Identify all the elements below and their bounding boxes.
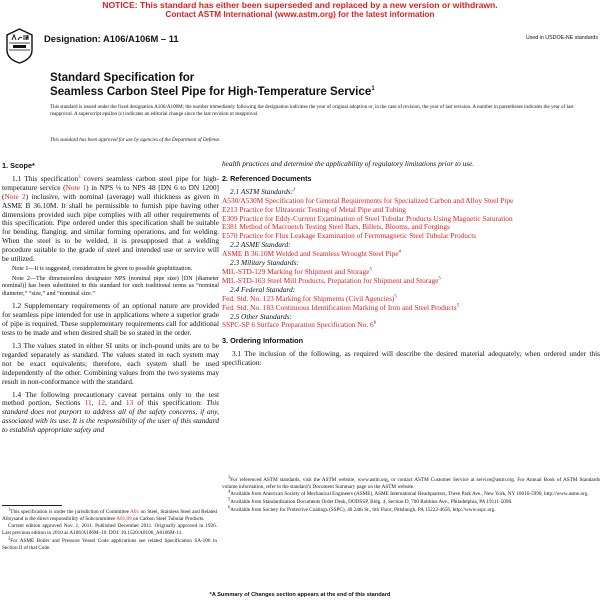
approved-statement: This standard has been approved for use by agencies of the Department of Defense.: [50, 137, 221, 143]
ordering-information-heading: 3. Ordering Information: [222, 336, 304, 346]
federal-standard-label: 2.4 Federal Standard:: [230, 284, 296, 294]
footnote-1-edition: Current edition approved Nov. 1, 2011. Published December 2011. Originally approved in 1926. Last previous edition in 2010 as A106/A106M–10. DOI: 10.1520/A0106_A0106M-11.: [2, 523, 217, 537]
issued-statement: This standard is issued under the fixed designation A106/A106M; the number immediately following the designation indicates the year of original adoption or, in the case of revision, the year of last revision. A number in parentheses indicates the year of last reapproval. A superscript epsilon (ε) indicates an editorial change since the last revision or reapproval.: [50, 104, 574, 117]
footnote-ref-2[interactable]: 2: [78, 173, 81, 179]
scope-paragraph-3: 1.3 The values stated in either SI units or inch-pound units are to be regarded separately as standard. The values stated in each system may not be exact equivalents; therefore, each system shall be used independently of the other. Combining values from the two systems may result in non-conformance with the standard.: [2, 340, 219, 386]
ref-e309[interactable]: E309 Practice for Eddy-Current Examination of Steel Tubular Products Using Magnetic Saturation: [222, 213, 513, 223]
ref-mil-std-129[interactable]: MIL-STD-129 Marking for Shipment and Storage$^5$: [222, 266, 372, 276]
footnotes-right: [222, 474, 600, 515]
designation: Designation: A106/A106M – 11: [44, 33, 179, 44]
note-1-link[interactable]: Note 1: [65, 182, 87, 192]
scope-paragraph-1: 1.1 This specification$^2$ covers seamless carbon steel pipe for high-temperature service (Note 1) in NPS ⅛ to NPS 48 [DN 6 to DN 1200] (Note 2) inclusive, with nominal (average) wall thickness as given in ASME B 36.10M. It shall be permissible to furnish pipe having other dimensions provided such pipe complies with all other requirements of this specification. Pipe ordered under this specification shall be suitable for bending, flanging, and similar forming operations, and for welding. When the steel is to be welded, it is presupposed that a welding procedure suitable to the grade of steel and intended use or service will be utilized.: [2, 173, 219, 264]
ordering-paragraph-1: 3.1 The inclusion of the following, as required will describe the desired material adequately, when ordered under this specification:: [222, 349, 600, 368]
committee-a01-link[interactable]: A01: [130, 509, 140, 515]
scope-paragraph-4-continued: health practices and determine the applicability of regulatory limitations prior to use.: [222, 159, 475, 168]
military-standards-label: 2.3 Military Standards:: [230, 258, 299, 268]
notice-line-2: Contact ASTM International (www.astm.org) for the latest information: [165, 10, 435, 19]
supersede-notice: [0, 0, 600, 19]
subcommittee-a0109-link[interactable]: A01.09: [116, 515, 132, 522]
referenced-documents-heading: 2. Referenced Documents: [222, 173, 312, 183]
scope-paragraph-4: 1.4 The following precautionary caveat pertains only to the test method portion, Sections 11, 12, and 13 of this specification: This standard does not purport to address all of the safety concerns, if any, associated with its use. It is the responsibility of the user of this standard to establish appropriate safety and: [2, 389, 219, 435]
ref-fed-std-183[interactable]: Fed. Std. No. 183 Continuous Identification Marking of Iron and Steel Products$^5$: [222, 302, 459, 312]
used-in-label: Used in USDOE-NE standards: [525, 35, 598, 41]
title-line-1: Standard Specification for: [50, 71, 195, 84]
section-13-link[interactable]: 13: [125, 398, 134, 408]
other-standards-label: 2.5 Other Standards:: [230, 311, 292, 321]
asme-standard-label: 2.2 ASME Standard:: [230, 240, 291, 250]
notice-line-1: NOTICE: This standard has either been superseded and replaced by a new version or withdrawn.: [102, 0, 498, 10]
note-2: Note 2—The dimensionless designator NPS (nominal pipe size) [DN (diameter nominal)] has been substituted in this standard for such traditional terms as “nominal diameter,” “size,” and “nominal size.”: [2, 275, 219, 297]
scope-heading: 1. Scope*: [2, 161, 35, 170]
ref-fed-std-123[interactable]: Fed. Std. No. 123 Marking for Shipments (Civil Agencies)$^5$: [222, 293, 397, 303]
footnote-4: $^4$Available from American Society of Mechanical Engineers (ASME), ASME International Headquarters, Three Park Ave., New York, NY 10016-5990, http://www.asme.org.: [228, 488, 589, 498]
ref-e381[interactable]: E381 Method of Macroetch Testing Steel Bars, Billets, Blooms, and Forgings: [222, 222, 450, 232]
astm-international-logo: [5, 28, 34, 64]
ref-e213[interactable]: E213 Practice for Ultrasonic Testing of Metal Pipe and Tubing: [222, 204, 406, 214]
footnote-3: $^3$For referenced ASTM standards, visit the ASTM website, www.astm.org, or contact ASTM Customer Service at service@astm.org. For Annual Book of ASTM Standards volume information, refer to the standard’s Document Summary page on the ASTM website.: [222, 474, 600, 490]
footnote-1: $^1$This specification is under the jurisdiction of Committee A01 on Steel, Stainless Steel and Related Alloysand is the direct responsibility of Subcommittee A01.09 on Carbon Steel Tubular Products.: [2, 506, 217, 522]
scope-paragraph-2: 1.2 Supplementary requirements of an optional nature are provided for seamless pipe intended for use in applications where a superior grade of pipe is required. These supplementary requirements call for additional tests to be made and when desired shall be so stated in the order.: [2, 301, 219, 338]
ref-asme-b36[interactable]: ASME B 36.10M Welded and Seamless Wrought Steel Pipe$^4$: [222, 248, 401, 259]
ref-a530[interactable]: A530/A530M Specification for General Requirements for Specialized Carbon and Alloy Steel Pipe: [222, 195, 514, 205]
footnote-2: $^2$For ASME Boiler and Pressure Vessel Code applications see related Specification SA-106 in Section II of that Code.: [2, 535, 217, 551]
document-title: [50, 71, 375, 99]
ref-e570[interactable]: E570 Practice for Flux Leakage Examination of Ferromagnetic Steel Tubular Products: [222, 231, 477, 241]
footnote-5: $^5$Available from Standardization Documents Order Desk, DODSSP, Bldg. 4, Section D, 700 Robbins Ave., Philadelphia, PA 19111-5098.: [228, 496, 513, 506]
footnote-6: $^6$Available from Society for Protective Coatings (SSPC), 40 24th St., 6th Floor, Pittsburgh, PA 15222-4656, http://www.sspc.org.: [228, 504, 496, 513]
right-column: [222, 160, 600, 368]
astm-standards-label: 2.1 ASTM Standards:$^3$: [230, 186, 296, 196]
note-2-link[interactable]: Note 2: [4, 191, 26, 201]
left-column: [2, 160, 219, 435]
section-11-link[interactable]: 11: [84, 398, 92, 408]
summary-of-changes-note: *A Summary of Changes section appears at the end of this standard: [209, 592, 391, 598]
footnotes-left: [2, 505, 217, 552]
ref-sspc-sp6[interactable]: SSPC-SP 6 Surface Preparation Specification No. $6^6$: [222, 319, 376, 330]
note-1: Note 1—It is suggested, consideration be given to possible graphitization.: [12, 265, 193, 272]
ref-mil-std-163[interactable]: MIL-STD-163 Steel Mill Products, Preparation for Shipment and Storage$^5$: [222, 275, 441, 285]
section-12-link[interactable]: 12: [97, 398, 106, 408]
footnote-rule: [2, 505, 62, 506]
title-footnote-mark[interactable]: 1: [371, 86, 375, 93]
title-line-2: Seamless Carbon Steel Pipe for High-Temperature Service$^1$: [50, 85, 375, 98]
